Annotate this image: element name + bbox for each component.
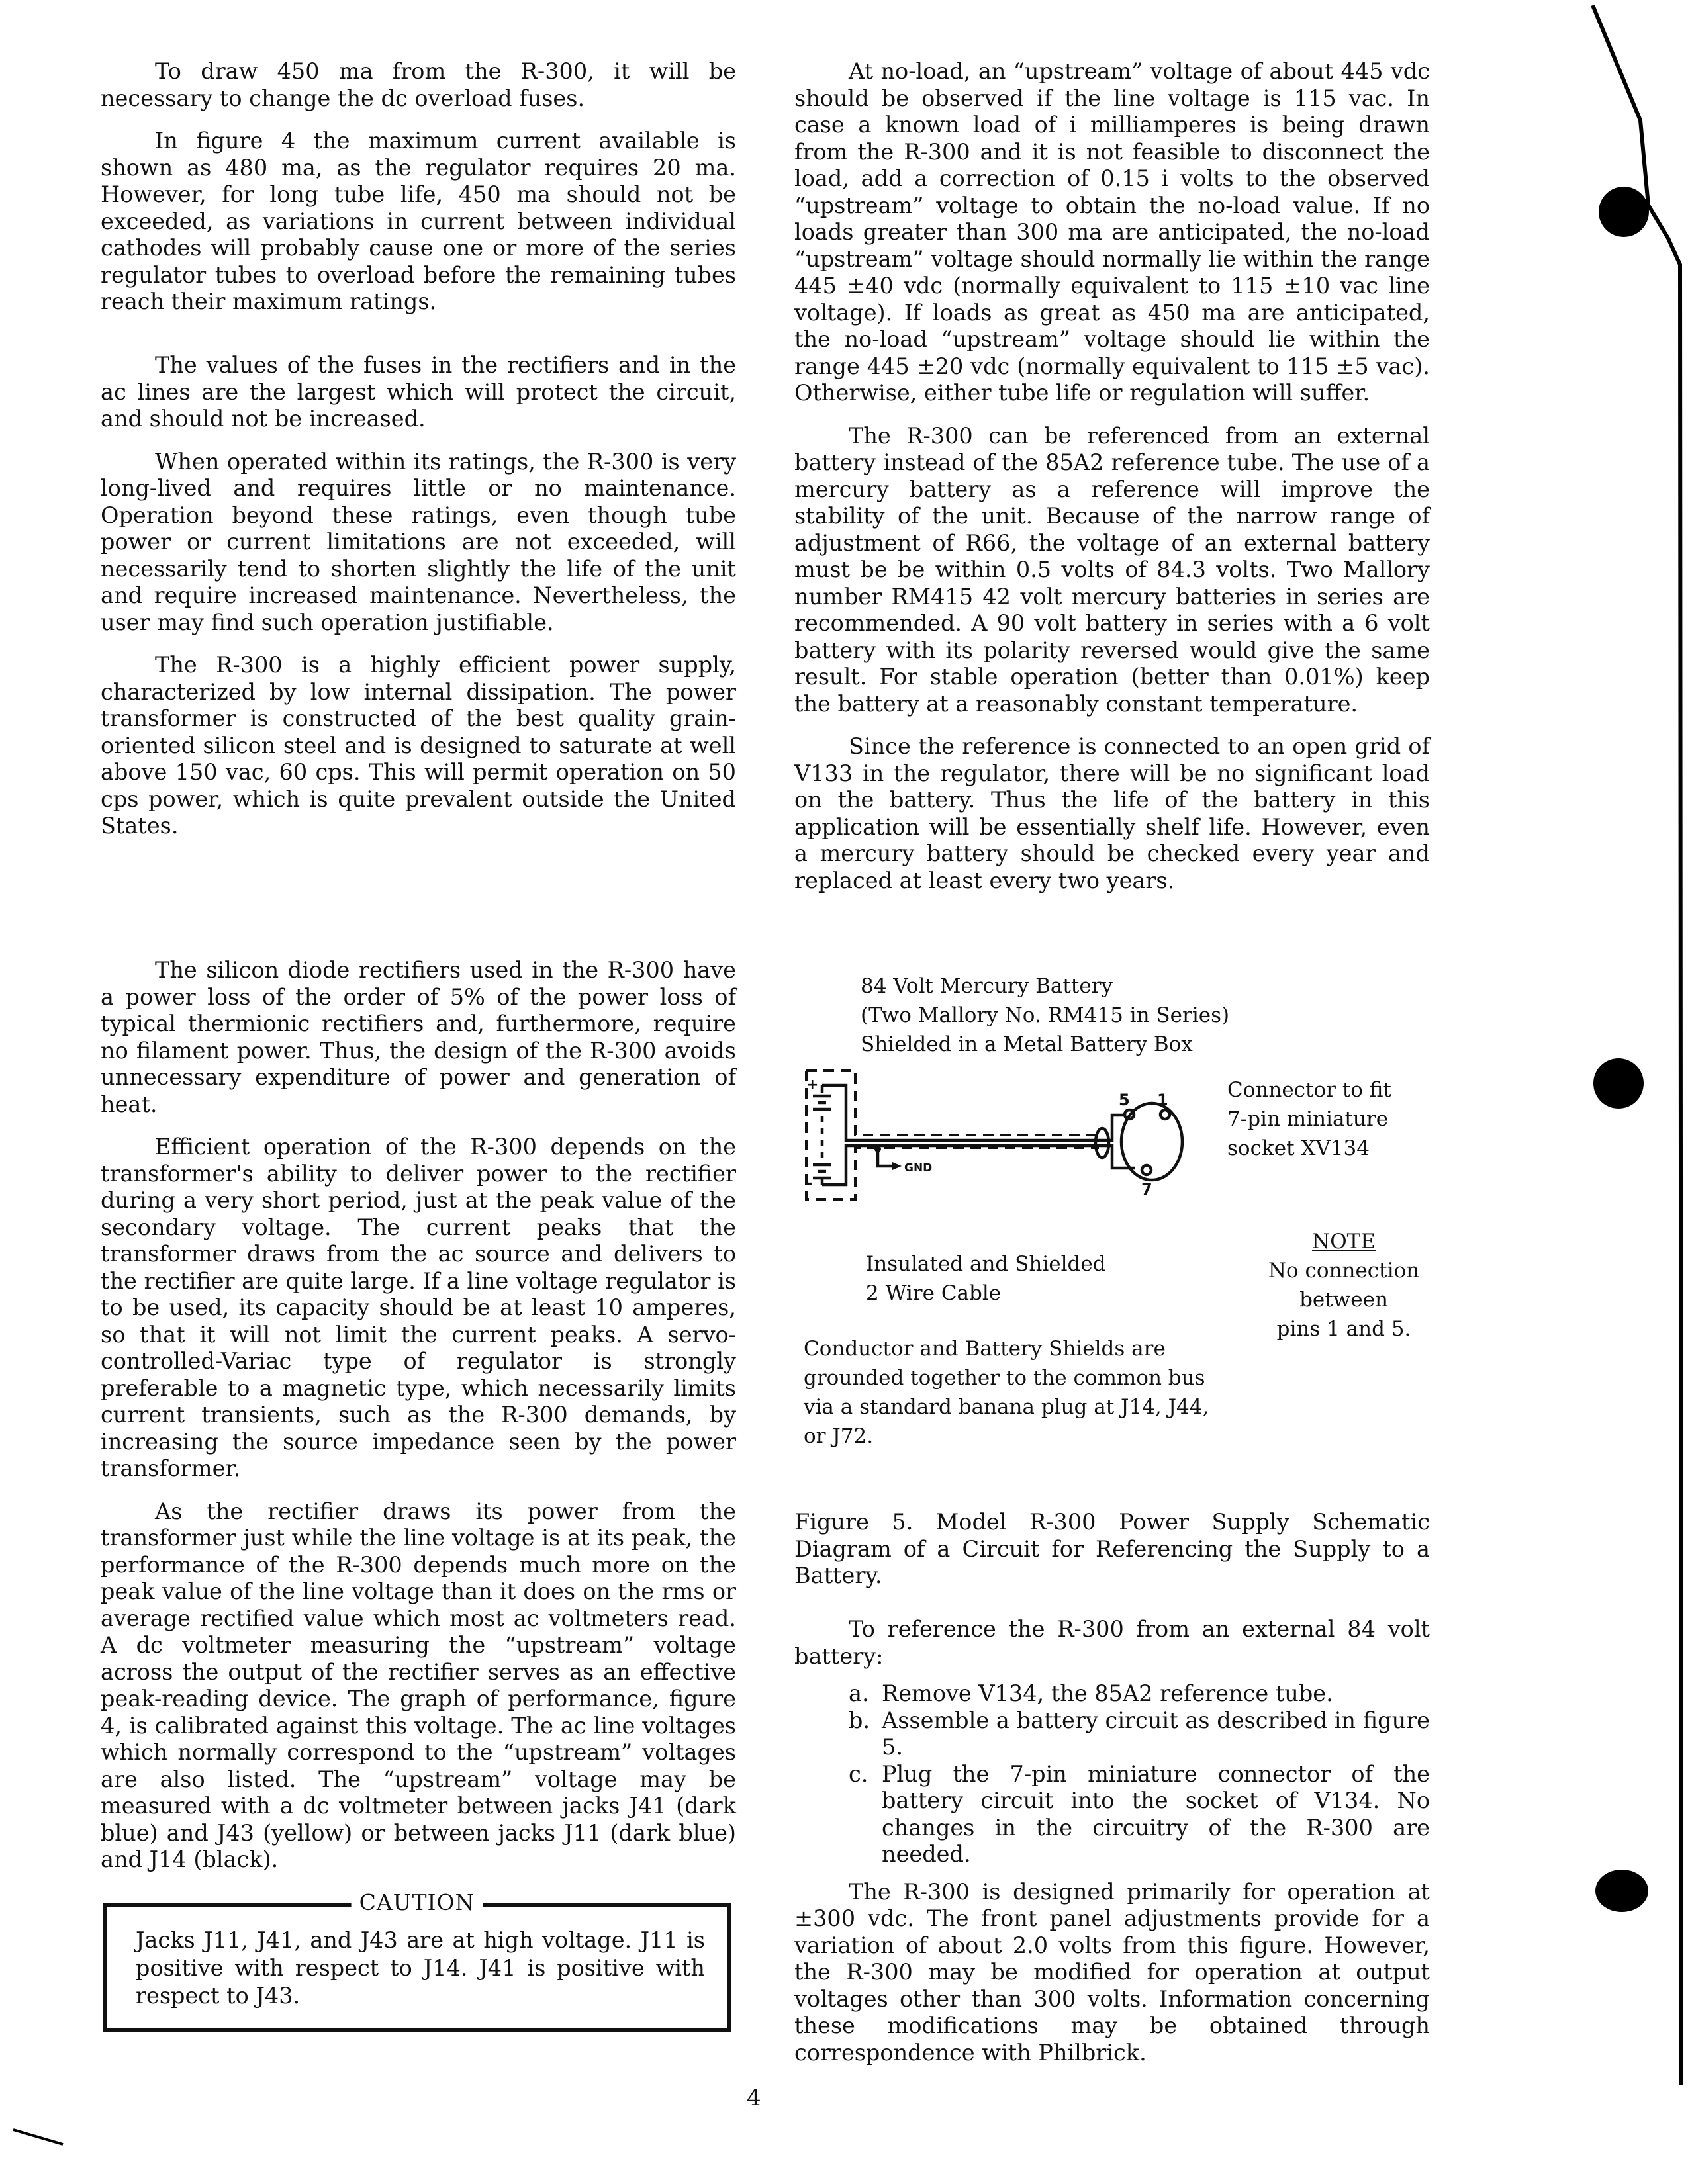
scan-mark bbox=[13, 2130, 63, 2144]
paragraph: The silicon diode rectifiers used in the R-300 have a power loss of the order of 5% of the power loss of typical thermionic rectifiers and, furthermore, require no filament power. Thus, the design of the R-300 avoids unnecessary expenditure of power and generation of heat. bbox=[101, 957, 736, 1117]
paragraph: At no-load, an “upstream” voltage of about 445 vdc should be observed if the line voltage is 115 vac. In case a known load of i milliamperes is being drawn from the R-300 and it is not feasible to disconnect the load, add a correction of 0.15 i volts to the observed “upstream” voltage to obtain the no-load value. If no loads greater than 300 ma are anticipated, the no-load “upstream” voltage should normally lie within the range 445 ±40 vdc (normally equivalent to 115 ±10 vac line voltage). If loads as great as 450 ma are anticipated, the no-load “upstream” voltage should lie within the range 445 ±20 vdc (normally equivalent to 115 ±5 vac). Otherwise, either tube life or regulation will suffer. bbox=[794, 58, 1430, 406]
paragraph: Since the reference is connected to an open grid of V133 in the regulator, there will be no significant load on the battery. Thus the life of the battery in this application will be essentially shelf life. However, even a mercury battery should be checked every year and replaced at least every two years. bbox=[794, 733, 1430, 893]
note-line: pins 1 and 5. bbox=[1276, 1317, 1411, 1341]
note-line: between bbox=[1299, 1288, 1388, 1312]
battery-label-line: Shielded in a Metal Battery Box bbox=[861, 1032, 1193, 1056]
gnd-label: GND bbox=[904, 1161, 933, 1175]
paragraph: The R-300 is a highly efficient power supply, characterized by low internal dissipation. The power transformer is constructed of the best quality grain-oriented silicon steel and is designed to saturate at well above 150 vac, 60 cps. This will permit operation on 50 cps power, which is quite prevalent outside the United States. bbox=[101, 652, 736, 839]
page-number: 4 bbox=[747, 2085, 761, 2111]
note-title: NOTE bbox=[1312, 1230, 1376, 1253]
step-text: Assemble a battery circuit as described in figure 5. bbox=[882, 1707, 1430, 1760]
note-line: No connection bbox=[1268, 1259, 1420, 1283]
pin-5-label: 5 bbox=[1119, 1091, 1130, 1109]
paragraph: When operated within its ratings, the R-300 is very long-lived and requires little or no maintenance. Operation beyond these ratings, even though tube power or current limitations are not exceeded, will necessarily tend to shorten slightly the life of the unit and require increased maintenance. Nevertheless, the user may find such operation justifiable. bbox=[101, 448, 736, 635]
battery-label-line: 84 Volt Mercury Battery bbox=[861, 974, 1113, 998]
minus-label: - bbox=[806, 1175, 813, 1192]
pin-7-label: 7 bbox=[1141, 1180, 1152, 1199]
paragraph: As the rectifier draws its power from the transformer just while the line voltage is at its peak, the performance of the R-300 depends much more on the peak value of the line voltage than it does on the rms or average rectified value which most ac voltmeters read. A dc voltmeter measuring the “upstream” voltage across the output of the rectifier serves as an effective peak-reading device. The graph of performance, figure 4, is calibrated against this voltage. The ac line voltages which normally correspond to the “upstream” voltages are also listed. The “upstream” voltage may be measured with a dc voltmeter between jacks J41 (dark blue) and J43 (yellow) or between jacks J11 (dark blue) and J14 (black). bbox=[101, 1498, 736, 1872]
binder-hole-icon bbox=[1595, 1870, 1648, 1912]
cable-label-line: 2 Wire Cable bbox=[866, 1281, 1002, 1305]
binder-hole-icon bbox=[1593, 1058, 1644, 1109]
caution-text: Jacks J11, J41, and J43 are at high voltage. J11 is positive with respect to J14. J41 is positive with respect to J43. bbox=[136, 1927, 705, 2009]
battery-label-line: (Two Mallory No. RM415 in Series) bbox=[861, 1003, 1230, 1027]
ground-note-line: via a standard banana plug at J14, J44, bbox=[804, 1395, 1209, 1419]
caution-title: CAUTION bbox=[352, 1889, 483, 1915]
connector-label-line: Connector to fit bbox=[1227, 1078, 1391, 1102]
binder-hole-icon bbox=[1599, 187, 1649, 237]
closing-paragraph: The R-300 is designed primarily for operation at ±300 vdc. The front panel adjustments provide for a variation of about 2.0 volts from this figure. However, the R-300 may be modified for operation at output voltages other than 300 volts. Information concerning these modifications may be obtained through correspondence with Philbrick. bbox=[794, 1878, 1430, 2066]
paragraph: To draw 450 ma from the R-300, it will be necessary to change the dc overload fuses. bbox=[101, 58, 736, 111]
figure-caption: Figure 5. Model R-300 Power Supply Schematic Diagram of a Circuit for Referencing the Supply to a Battery. bbox=[794, 1509, 1430, 1588]
step-text: Plug the 7-pin miniature connector of the battery circuit into the socket of V134. No changes in the circuitry of the R-300 are needed. bbox=[882, 1760, 1430, 1867]
paragraph: In figure 4 the maximum current available is shown as 480 ma, as the regulator requires 20 ma. However, for long tube life, 450 ma should not be exceeded, as variations in current between individual cathodes will probably cause one or more of the series regulator tubes to overload before the remaining tubes reach their maximum ratings. bbox=[101, 128, 736, 314]
pin-1-label: 1 bbox=[1157, 1091, 1168, 1109]
ground-note-line: grounded together to the common bus bbox=[804, 1366, 1205, 1390]
step-marker: b. bbox=[849, 1707, 870, 1733]
ground-note-line: or J72. bbox=[804, 1424, 874, 1448]
ground-note-line: Conductor and Battery Shields are bbox=[804, 1337, 1166, 1361]
paragraph: The R-300 can be referenced from an external battery instead of the 85A2 reference tube. The use of a mercury battery as a reference will improve the stability of the unit. Because of the narrow range of adjustment of R66, the voltage of an external battery must be be within 0.5 volts of 84.3 volts. Two Mallory number RM415 42 volt mercury batteries in series are recommended. A 90 volt battery in series with a 6 volt battery with its polarity reversed would give the same result. For stable operation (better than 0.01%) keep the battery at a reasonably constant temperature. bbox=[794, 422, 1430, 717]
plus-label: + bbox=[806, 1077, 819, 1093]
connector-label-line: 7-pin miniature bbox=[1227, 1107, 1389, 1131]
step-marker: c. bbox=[849, 1760, 868, 1787]
paragraph: The values of the fuses in the rectifiers and in the ac lines are the largest which will protect the circuit, and should not be increased. bbox=[101, 352, 736, 432]
paragraph: Efficient operation of the R-300 depends on the transformer's ability to deliver power to the rectifier during a very short period, just at the peak value of the secondary voltage. The current peaks that the transformer draws from the ac source and delivers to the rectifier are quite large. If a line voltage regulator is to be used, its capacity should be at least 10 amperes, so that it will not limit the current peaks. A servo-controlled-Variac type of regulator is strongly preferable to a magnetic type, which necessarily limits current transients, such as the R-300 demands, by increasing the source impedance seen by the power transformer. bbox=[101, 1134, 736, 1481]
connector-label-line: socket XV134 bbox=[1227, 1136, 1370, 1160]
procedure-intro: To reference the R-300 from an external 84 volt battery: bbox=[794, 1616, 1430, 1669]
page-edge-line bbox=[1593, 5, 1681, 2085]
step-marker: a. bbox=[849, 1680, 869, 1706]
step-text: Remove V134, the 85A2 reference tube. bbox=[882, 1680, 1333, 1706]
cable-label-line: Insulated and Shielded bbox=[866, 1252, 1106, 1276]
